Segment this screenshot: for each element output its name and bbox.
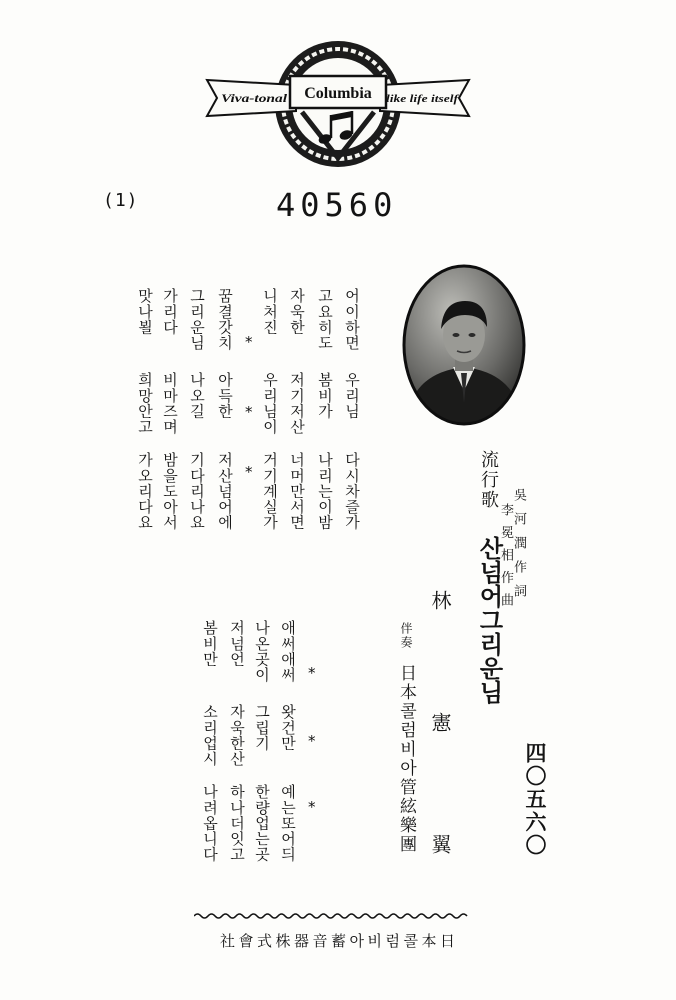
lyric-phrase: 가리다 bbox=[161, 288, 179, 335]
lyric-phrase: 거기계실가 bbox=[261, 452, 279, 530]
verse-1-line-2 bbox=[317, 288, 333, 538]
orchestra-name: 日本콜럼비아管絃樂團 bbox=[396, 664, 416, 854]
verse-2-line-2 bbox=[189, 288, 205, 538]
verse-1-line-1 bbox=[344, 288, 360, 538]
lyric-phrase: 저기저산 bbox=[288, 372, 306, 435]
lyric-phrase: 애써애써 bbox=[279, 620, 297, 683]
lyric-phrase: 소리업시 bbox=[201, 704, 219, 767]
verse-separator: * bbox=[308, 664, 316, 682]
lyric-phrase: 가오리다요 bbox=[136, 452, 154, 530]
lyric-phrase: 나려옵니다 bbox=[201, 784, 219, 862]
columbia-logo bbox=[204, 38, 472, 170]
genre-label: 流行歌 bbox=[478, 450, 499, 510]
lyric-phrase: 맛나뵐 bbox=[136, 288, 154, 335]
lyric-phrase: 왓건만 bbox=[279, 704, 297, 751]
composer-credit: 李冕相作曲 bbox=[498, 503, 513, 616]
lyric-phrase: 봄비만 bbox=[201, 620, 219, 667]
lyric-phrase: 나온곳이 bbox=[253, 620, 271, 683]
lyric-phrase: 우리님 bbox=[343, 372, 361, 419]
lyric-phrase: 우리님이 bbox=[261, 372, 279, 435]
verse-2-line-4 bbox=[137, 288, 153, 538]
lyric-phrase: 그리운님 bbox=[188, 288, 206, 351]
lyric-phrase: 자욱한산 bbox=[228, 704, 246, 767]
lyric-phrase: 예는또어듸 bbox=[279, 784, 297, 862]
lyric-phrase: 한량업는곳 bbox=[253, 784, 271, 862]
verse-separator: * bbox=[308, 732, 316, 750]
verse-3-line-4 bbox=[202, 620, 218, 870]
record-number-kanji: 四〇五六〇 bbox=[523, 742, 547, 857]
lyricist-credit: 吳河潤作詞 bbox=[511, 488, 526, 608]
lyric-phrase: 하나더잇고 bbox=[228, 784, 246, 862]
lyric-phrase: 봄비가 bbox=[316, 372, 334, 419]
verse-1 bbox=[260, 288, 370, 538]
lyric-phrase: 자욱한 bbox=[288, 288, 306, 335]
lyric-phrase: 나리는이밤 bbox=[316, 452, 334, 530]
side-number: (1) bbox=[103, 190, 139, 211]
verse-2-line-1 bbox=[217, 288, 233, 538]
lyric-phrase: 고요히도 bbox=[316, 288, 334, 351]
lyric-phrase: 너머만서면 bbox=[288, 452, 306, 530]
verse-separator: * bbox=[308, 798, 316, 816]
lyric-phrase: 나오길 bbox=[188, 372, 206, 419]
lyric-phrase: 저넘언 bbox=[228, 620, 246, 667]
lyric-phrase: 니처진 bbox=[261, 288, 279, 335]
lyric-phrase: 비마즈며 bbox=[161, 372, 179, 435]
lyric-phrase: 밤을도아서 bbox=[161, 452, 179, 530]
lyric-phrase: 저산넘어에 bbox=[216, 452, 234, 530]
singer-name: 林憲翼 bbox=[428, 590, 452, 956]
lyric-phrase: 아득한 bbox=[216, 372, 234, 419]
verse-2 bbox=[135, 288, 245, 538]
singer-portrait bbox=[401, 263, 527, 427]
wavy-divider bbox=[194, 911, 474, 921]
logo-brand-text: Columbia bbox=[304, 85, 372, 102]
lyric-phrase: 다시차즐가 bbox=[343, 452, 361, 530]
company-name: 日本콜럼비아蓄音器株式會社 bbox=[220, 932, 459, 950]
lyric-phrase: 희망안고 bbox=[136, 372, 154, 435]
verse-3 bbox=[200, 620, 310, 870]
lyric-phrase: 꿈결갓치 bbox=[216, 288, 234, 351]
verse-3-line-2 bbox=[254, 620, 270, 870]
verse-2-line-3 bbox=[162, 288, 178, 538]
lyric-phrase: 기다리나요 bbox=[188, 452, 206, 530]
verse-1-line-4 bbox=[262, 288, 278, 538]
verse-3-line-3 bbox=[229, 620, 245, 870]
verse-3-line-1 bbox=[280, 620, 296, 870]
logo-right-banner-text: like life itself bbox=[386, 94, 461, 105]
accompaniment-label: 伴奏 bbox=[399, 622, 413, 650]
verse-1-line-3 bbox=[289, 288, 305, 538]
lyric-phrase: 그립기 bbox=[253, 704, 271, 751]
verse-separator: * bbox=[245, 403, 253, 421]
verse-separator: * bbox=[245, 333, 253, 351]
lyric-phrase: 어이하면 bbox=[343, 288, 361, 351]
verse-separator: * bbox=[245, 463, 253, 481]
record-number: 40560 bbox=[276, 186, 398, 224]
song-title: 산넘어그리운님 bbox=[475, 536, 503, 704]
logo-left-banner-text: Viva-tonal bbox=[221, 91, 288, 105]
